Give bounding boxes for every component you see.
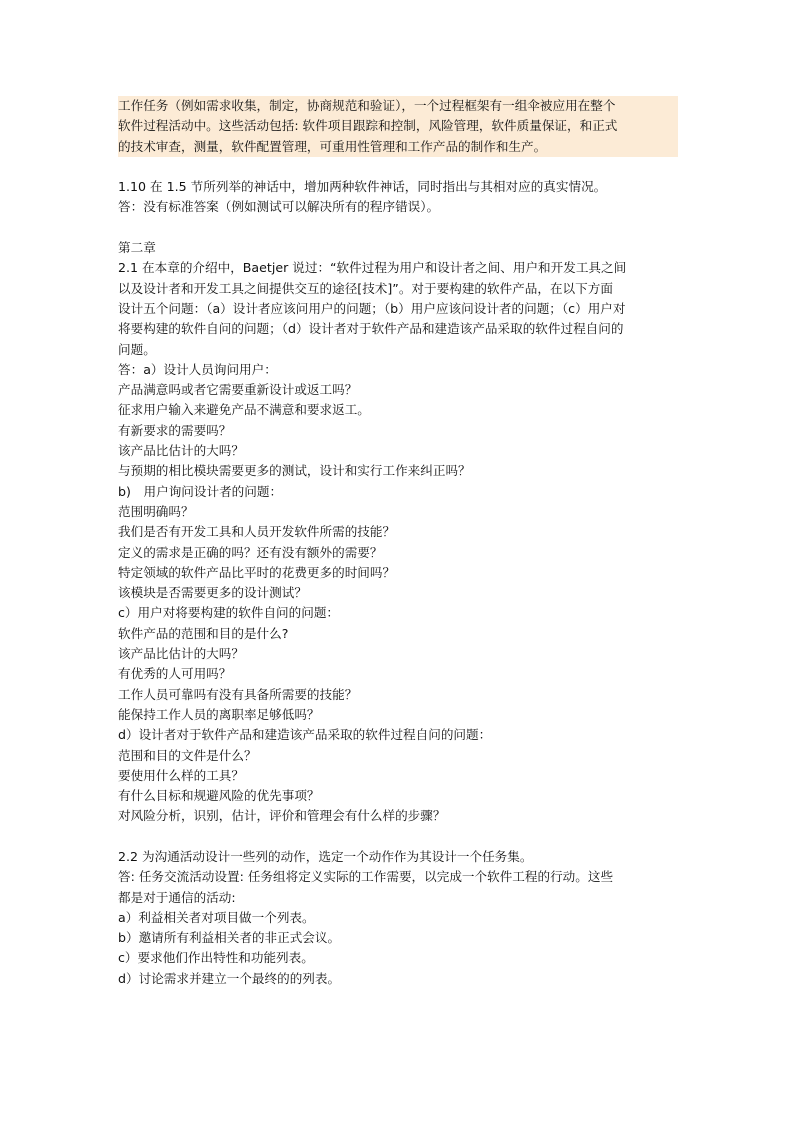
text-line: 软件过程活动中。这些活动包括: 软件项目跟踪和控制，风险管理，软件质量保证，和正式 [118,118,618,134]
chapter-2-section [118,238,678,989]
answer-line: 答: 任务交流活动设置: 任务组将定义实际的工作需要，以完成一个软件工程的行动。这些 [118,869,614,885]
answer-line: 对风险分析，识别，估计，评价和管理会有什么样的步骤？ [118,808,446,824]
answer-line: 征求用户输入来避免产品不满意和要求返工。 [118,402,370,418]
answer-line: 该产品比估计的大吗？ [118,443,244,459]
answer-line: 都是对于通信的活动: [118,889,236,905]
answer-line: c）用户对将要构建的软件自问的问题： [118,605,340,621]
answer-line: 工作人员可靠吗有没有具备所需要的技能？ [118,686,358,702]
question-text: 2.2 为沟通活动设计一些列的动作，选定一个动作作为其设计一个任务集。 [118,848,533,864]
highlighted-paragraph [118,96,678,157]
answer-line: 答：a）设计人员询问用户： [118,361,277,377]
answer-line: 有什么目标和规避风险的优先事项？ [118,788,320,804]
answer-line: 我们是否有开发工具和人员开发软件所需的技能？ [118,524,396,540]
list-item: a）利益相关者对项目做一个列表。 [118,909,315,925]
question-text: 问题。 [118,341,156,357]
question-1-10 [118,177,678,218]
list-item: b）邀请所有利益相关者的非正式会议。 [118,930,341,946]
chapter-title: 第二章 [118,240,156,256]
question-text: 将要构建的软件自问的问题；（d）设计者对于软件产品和建造该产品采取的软件过程自问的 [118,321,624,337]
answer-line: 有新要求的需要吗？ [118,422,232,438]
answer-line: 与预期的相比模块需要更多的测试，设计和实行工作来纠正吗？ [118,463,471,479]
spacer [118,218,678,238]
question-2-1 [118,258,678,359]
text-line: 的技术审查，测量，软件配置管理，可重用性管理和工作产品的制作和生产。 [118,138,547,154]
document-body [118,96,678,989]
question-text: 2.1 在本章的介绍中，Baetjer 说过：“软件过程为用户和设计者之间、用户和开发工具之间 [118,260,627,276]
answer-line: b) 用户询问设计者的问题： [118,483,283,499]
answer-2-1 [118,360,678,827]
answer-line: 范围和目的文件是什么？ [118,747,257,763]
answer-text: 答：没有标准答案（例如测试可以解决所有的程序错误）。 [118,199,440,215]
text-line: 工作任务（例如需求收集，制定，协商规范和验证），一个过程框架有一组伞被应用在整个 [118,98,616,113]
answer-line: 软件产品的范围和目的是什么? [118,625,289,641]
question-text: 1.10 在 1.5 节所列举的神话中，增加两种软件神话，同时指出与其相对应的真实情况。 [118,179,607,195]
answer-line: 该产品比估计的大吗？ [118,646,244,662]
spacer [118,827,678,847]
answer-line: 产品满意吗或者它需要重新设计或返工吗？ [118,382,358,398]
answer-line: 该模块是否需要更多的设计测试？ [118,585,307,601]
answer-line: 能保持工作人员的离职率足够低吗？ [118,706,320,722]
question-text: 以及设计者和开发工具之间提供交互的途径[技术]”。对于要构建的软件产品，在以下方面 [118,280,613,296]
answer-line: 要使用什么样的工具？ [118,767,244,783]
answer-line: d）设计者对于软件产品和建造该产品采取的软件过程自问的问题： [118,727,492,743]
answer-line: 特定领域的软件产品比平时的花费更多的时间吗？ [118,564,396,580]
question-2-2 [118,847,678,989]
answer-line: 有优秀的人可用吗？ [118,666,232,682]
spacer [118,157,678,177]
question-text: 设计五个问题：（a）设计者应该问用户的问题；（b）用户应该问设计者的问题；（c）用户对 [118,300,626,316]
answer-line: 范围明确吗？ [118,503,194,519]
list-item: d）讨论需求并建立一个最终的的列表。 [118,970,341,986]
list-item: c）要求他们作出特性和功能列表。 [118,950,314,966]
answer-line: 定义的需求是正确的吗？还有没有额外的需要？ [118,544,383,560]
